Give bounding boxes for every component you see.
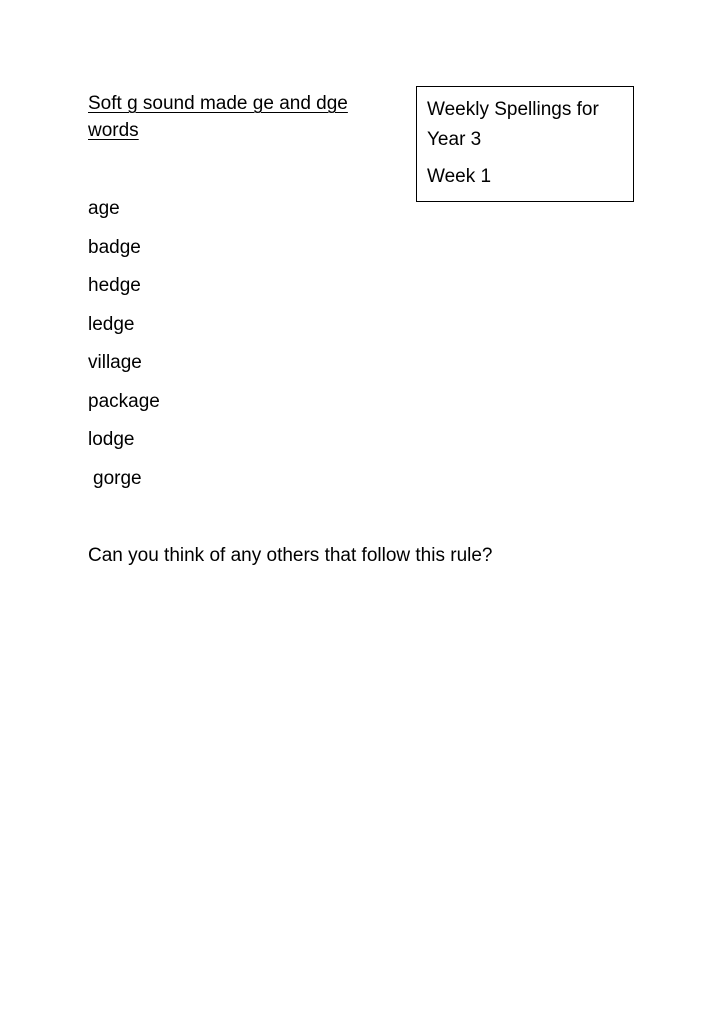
spelling-word: package — [88, 390, 160, 412]
spelling-word: badge — [88, 236, 141, 258]
spelling-word: ledge — [88, 313, 135, 335]
spelling-word: age — [88, 198, 120, 219]
spelling-word: hedge — [88, 275, 141, 296]
worksheet-heading: Soft g sound made ge and dge words — [88, 93, 348, 141]
spelling-word-list — [88, 194, 160, 502]
spelling-word: lodge — [88, 429, 135, 450]
info-box-title: Weekly Spellings for Year 3 — [427, 99, 599, 150]
spelling-word: village — [88, 352, 142, 373]
spellings-info-box — [416, 86, 634, 202]
info-box-week: Week 1 — [427, 166, 492, 187]
follow-up-question: Can you think of any others that follow this rule? — [88, 545, 493, 566]
spelling-word: gorge — [93, 467, 142, 489]
